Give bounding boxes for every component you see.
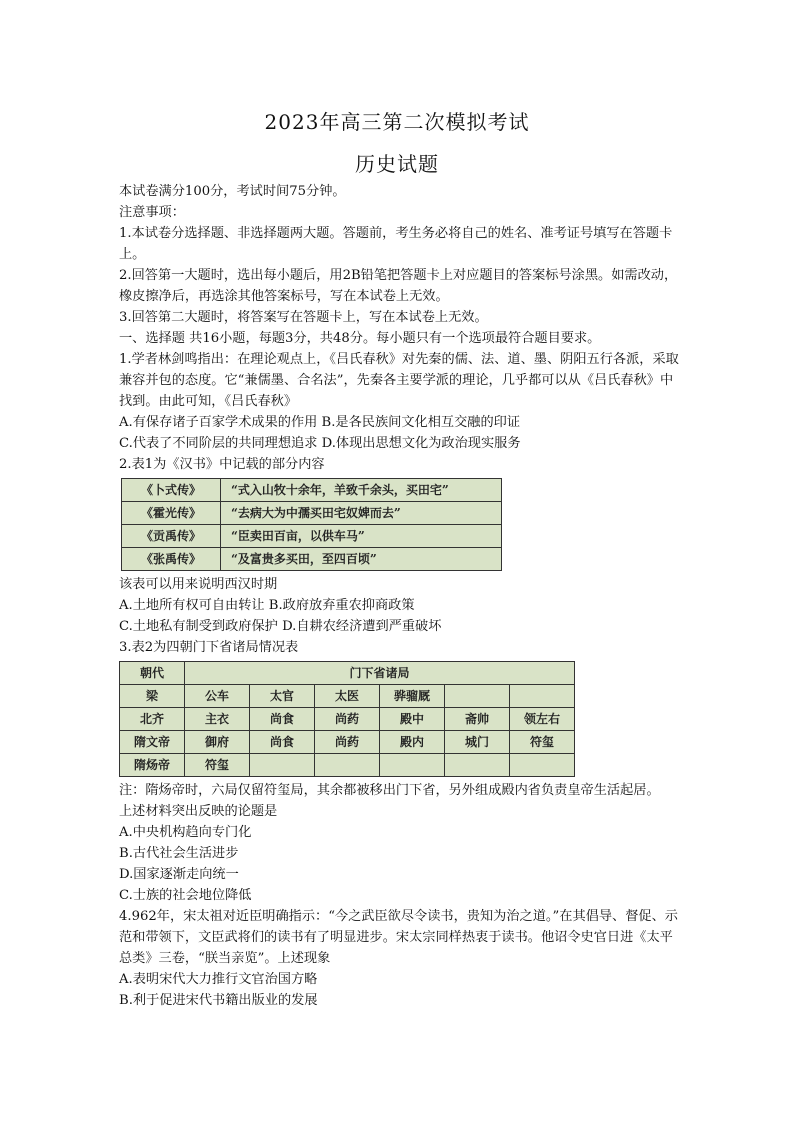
notes-title: 注意事项： xyxy=(119,205,185,220)
q3-option: A.中央机构趋向专门化 xyxy=(119,825,252,840)
table-cell: 隋炀帝 xyxy=(120,754,185,777)
q3-note: 注：隋炀帝时，六局仅留符玺局，其余都被移出门下省，另外组成殿内省负责皇帝生活起居。 xyxy=(119,783,660,798)
table-row xyxy=(120,708,575,731)
table-cell: 隋文帝 xyxy=(120,731,185,754)
table-cell: 殿内 xyxy=(380,731,445,754)
table-cell: 尚药 xyxy=(315,731,380,754)
q4-option: B.利于促进宋代书籍出版业的发展 xyxy=(119,993,318,1008)
table-cell: 符玺 xyxy=(185,754,250,777)
table-cell: 殿中 xyxy=(380,708,445,731)
q4-stem: 4.962年，宋太祖对近臣明确指示：“今之武臣欲尽令读书，贵知为治之道。”在其倡导、督促、示范和带领下，文臣武将们的读书有了明显进步。宋太宗同样热衷于读书。他诏令史官日进《太平总类》三卷，“朕当亲览”。上述现象 xyxy=(119,909,678,966)
q3-stem: 3.表2为四朝门下省诸局情况表 xyxy=(119,640,299,655)
table-cell xyxy=(510,685,575,708)
q3-question: 上述材料突出反映的论题是 xyxy=(119,804,278,819)
table-row xyxy=(120,731,575,754)
section-heading: 一、选择题 共16小题，每题3分，共48分。每小题只有一个选项最符合题目要求。 xyxy=(119,331,601,346)
table-row xyxy=(120,685,575,708)
table-row xyxy=(122,502,502,525)
table-row xyxy=(122,479,502,502)
note-2: 2.回答第一大题时，选出每小题后，用2B铅笔把答题卡上对应题目的答案标号涂黑。如需改动，橡皮擦净后，再选涂其他答案标号，写在本试卷上无效。 xyxy=(119,268,678,304)
exam-subject: 历史试题 xyxy=(355,152,439,176)
table-cell xyxy=(380,754,445,777)
table-cell: 斋帅 xyxy=(445,708,510,731)
table-row xyxy=(122,548,502,571)
q2-options-cd: C.土地私有制受到政府保护 D.自耕农经济遭到严重破坏 xyxy=(119,619,442,634)
score-line: 本试卷满分100分，考试时间75分钟。 xyxy=(119,184,346,199)
table-row xyxy=(120,754,575,777)
q1-options-cd: C.代表了不同阶层的共同理想追求 D.体现出思想文化为政治现实服务 xyxy=(119,436,521,451)
table-cell: 城门 xyxy=(445,731,510,754)
table-cell: “去病大为中孺买田宅奴婢而去” xyxy=(221,502,502,525)
q4-option: A.表明宋代大力推行文官治国方略 xyxy=(119,972,318,987)
table-header-cell: 朝代 xyxy=(120,662,185,685)
table-cell: 太医 xyxy=(315,685,380,708)
q2-table xyxy=(121,478,502,571)
table-header-row xyxy=(120,662,575,685)
table-cell: 御府 xyxy=(185,731,250,754)
table-cell: “式入山牧十余年，羊致千余头，买田宅” xyxy=(221,479,502,502)
q2-options-ab: A.土地所有权可自由转让 B.政府放弃重农抑商政策 xyxy=(119,598,415,613)
table-cell: 公车 xyxy=(185,685,250,708)
table-cell: 骅骝厩 xyxy=(380,685,445,708)
q1-stem: 1.学者林剑鸣指出：在理论观点上，《吕氏春秋》对先秦的儒、法、道、墨、阴阳五行各派，采取兼容并包的态度。它“兼儒墨、合名法”，先秦各主要学派的理论，几乎都可以从《吕氏春秋》中找到。由此可知，《吕氏春秋》 xyxy=(119,352,679,409)
exam-body xyxy=(119,181,681,1011)
table-cell: 《张禹传》 xyxy=(122,548,221,571)
table-cell: 符玺 xyxy=(510,731,575,754)
table-cell: 太官 xyxy=(250,685,315,708)
q3-option: D.国家逐渐走向统一 xyxy=(119,867,239,882)
table-cell xyxy=(445,754,510,777)
table-cell: “臣卖田百亩，以供车马” xyxy=(221,525,502,548)
q3-option: C.士族的社会地位降低 xyxy=(119,888,252,903)
table-cell xyxy=(510,754,575,777)
q3-table xyxy=(119,661,575,777)
table-cell: 《贡禹传》 xyxy=(122,525,221,548)
q3-option: B.古代社会生活进步 xyxy=(119,846,239,861)
table-cell: 领左右 xyxy=(510,708,575,731)
note-1: 1.本试卷分选择题、非选择题两大题。答题前，考生务必将自己的姓名、准考证号填写在答题卡上。 xyxy=(119,226,673,262)
table-cell xyxy=(250,754,315,777)
table-cell: 尚食 xyxy=(250,708,315,731)
table-cell: 北齐 xyxy=(120,708,185,731)
table-cell: 《霍光传》 xyxy=(122,502,221,525)
exam-title: 2023年高三第二次模拟考试 xyxy=(264,110,530,134)
q1-options-ab: A.有保存诸子百家学术成果的作用 B.是各民族间文化相互交融的印证 xyxy=(119,415,521,430)
table-cell: 主衣 xyxy=(185,708,250,731)
table-cell xyxy=(315,754,380,777)
table-cell: “及富贵多买田，至四百顷” xyxy=(221,548,502,571)
table-cell: 尚药 xyxy=(315,708,380,731)
table-cell xyxy=(445,685,510,708)
q2-stem: 2.表1为《汉书》中记载的部分内容 xyxy=(119,457,325,472)
q2-question: 该表可以用来说明西汉时期 xyxy=(119,577,278,592)
note-3: 3.回答第二大题时，将答案写在答题卡上，写在本试卷上无效。 xyxy=(119,310,488,325)
table-header-cell: 门下省诸局 xyxy=(185,662,575,685)
table-cell: 《卜式传》 xyxy=(122,479,221,502)
table-cell: 梁 xyxy=(120,685,185,708)
table-row xyxy=(122,525,502,548)
table-cell: 尚食 xyxy=(250,731,315,754)
